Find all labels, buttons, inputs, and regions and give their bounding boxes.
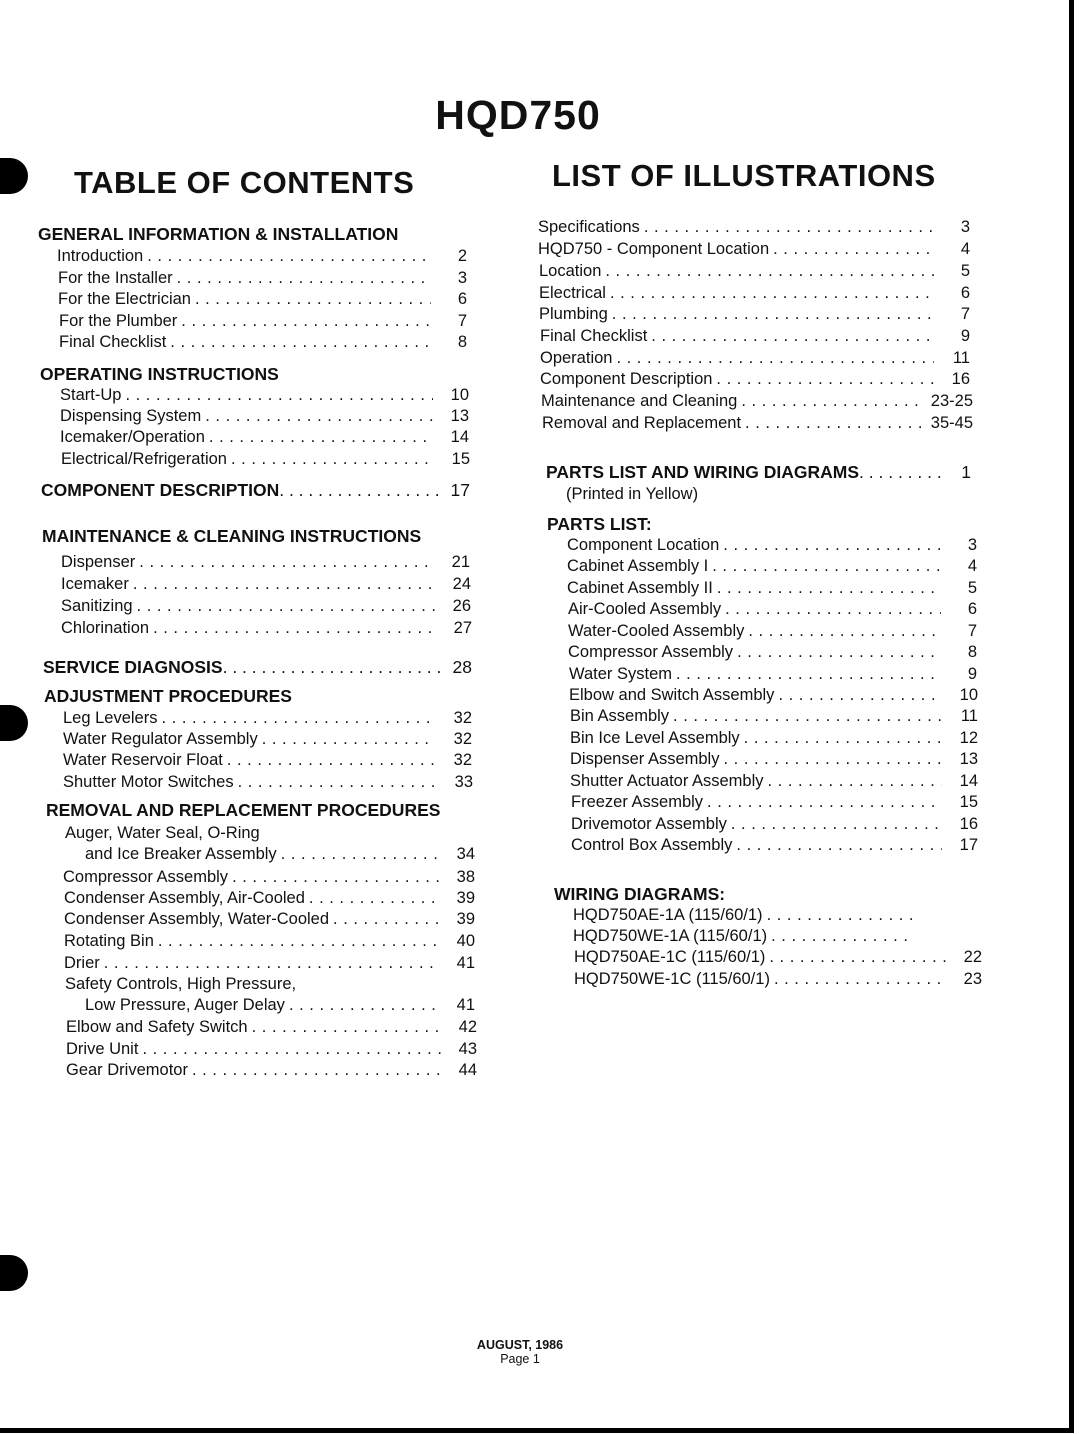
toc-entry[interactable] [63, 773, 473, 795]
toc-entry-label: For the Electrician [58, 290, 191, 308]
parts-list-entry[interactable] [570, 707, 978, 729]
parts-wiring-note: (Printed in Yellow) [566, 485, 699, 503]
leader-dots [741, 392, 924, 411]
leader-dots [142, 1040, 441, 1059]
leader-dots [644, 218, 934, 237]
leader-dots [859, 462, 943, 483]
illustration-entry-label: Final Checklist [540, 327, 648, 345]
toc-entry-label: Compressor Assembly [63, 868, 229, 886]
illustration-entry-page: 4 [960, 240, 970, 258]
wiring-heading: WIRING DIAGRAMS: [554, 884, 726, 904]
parts-list-entry[interactable] [568, 643, 977, 665]
toc-section-heading[interactable] [41, 480, 470, 501]
toc-entry-label: Final Checklist [59, 333, 167, 351]
parts-list-entry-page: 13 [959, 750, 978, 768]
toc-entry-page: 26 [452, 597, 471, 615]
document-title: HQD750 [435, 92, 601, 138]
toc-entry-page: 33 [454, 773, 473, 791]
leader-dots [717, 579, 941, 598]
toc-entry[interactable] [61, 553, 470, 575]
leader-dots [744, 729, 942, 748]
toc-entry-page: 32 [453, 751, 472, 769]
toc-entry-label: Auger, Water Seal, O-Ring [65, 824, 260, 842]
toc-entry[interactable] [63, 751, 472, 773]
illustration-entry-page: 11 [952, 349, 970, 367]
leader-dots [768, 772, 942, 791]
footer-page-number: Page 1 [500, 1352, 540, 1366]
illustration-entry-page: 23-25 [930, 392, 973, 410]
parts-list-entry-page: 3 [967, 536, 977, 554]
toc-entry[interactable] [58, 269, 467, 291]
parts-list-entry-page: 8 [967, 643, 977, 661]
toc-entry-label: Shutter Motor Switches [63, 773, 234, 791]
toc-section-heading: MAINTENANCE & CLEANING INSTRUCTIONS [42, 526, 422, 546]
illustration-entry-label: Electrical [539, 284, 606, 302]
wiring-entry[interactable] [573, 906, 950, 928]
toc-entry-page: 27 [453, 619, 472, 637]
toc-entry-page: 41 [456, 954, 475, 972]
leader-dots [736, 836, 942, 855]
parts-list-entry-label: Bin Assembly [570, 707, 670, 725]
toc-entry[interactable] [65, 975, 475, 997]
parts-list-entry[interactable] [570, 729, 978, 751]
leader-dots [252, 1018, 441, 1037]
toc-entry[interactable] [61, 619, 472, 641]
parts-list-entry-page: 15 [959, 793, 978, 811]
toc-entry-page: 44 [458, 1061, 477, 1079]
toc-entry-label: Leg Levelers [63, 709, 158, 727]
wiring-entry[interactable] [573, 927, 950, 949]
toc-entry-label: Icemaker [61, 575, 129, 593]
toc-entry-page: 14 [450, 428, 469, 446]
toc-entry-page: 13 [450, 407, 469, 425]
parts-list-entry[interactable] [571, 793, 978, 815]
parts-list-entry[interactable] [571, 836, 978, 858]
parts-list-entry-label: Compressor Assembly [568, 643, 734, 661]
parts-wiring-page: 1 [961, 462, 971, 482]
leader-dots [773, 240, 934, 259]
parts-list-entry-page: 16 [959, 815, 978, 833]
parts-list-entry-label: Shutter Actuator Assembly [570, 772, 764, 790]
wiring-entry-page: 23 [963, 970, 982, 988]
parts-list-entry[interactable] [568, 622, 977, 644]
toc-entry-page: 2 [457, 247, 467, 265]
toc-entry[interactable] [61, 597, 471, 619]
leader-dots [723, 536, 941, 555]
illustration-entry[interactable] [538, 240, 970, 262]
parts-list-entry-page: 6 [967, 600, 977, 618]
illustration-entry-label: HQD750 - Component Location [538, 240, 770, 258]
leader-dots [612, 305, 934, 324]
toc-entry[interactable] [66, 1040, 477, 1062]
toc-entry-label: Water Regulator Assembly [63, 730, 258, 748]
leader-dots [707, 793, 942, 812]
parts-list-heading: PARTS LIST: [547, 514, 652, 534]
illustration-entry-page: 3 [960, 218, 970, 236]
toc-entry[interactable] [60, 386, 469, 408]
illustration-entry-label: Operation [540, 349, 613, 367]
leader-dots [158, 932, 439, 951]
footer [440, 1338, 600, 1366]
toc-section-heading-label: COMPONENT DESCRIPTION [41, 480, 280, 500]
leader-dots [125, 386, 433, 405]
toc-entry-label: Chlorination [61, 619, 150, 637]
parts-list-entry[interactable] [568, 600, 977, 622]
toc-entry[interactable] [61, 450, 470, 472]
toc-entry-label: Sanitizing [61, 597, 133, 615]
toc-entry-page: 42 [458, 1018, 477, 1036]
illustration-entry[interactable] [539, 262, 970, 284]
toc-entry[interactable] [60, 428, 469, 450]
leader-dots [716, 370, 934, 389]
parts-list-entry-label: Water System [569, 665, 672, 683]
illustration-entry[interactable] [538, 218, 970, 240]
parts-list-entry[interactable] [570, 772, 978, 794]
toc-entry-label: Dispenser [61, 553, 136, 571]
toc-entry-label: Start-Up [60, 386, 122, 404]
leader-dots [610, 284, 934, 303]
leader-dots [769, 948, 946, 967]
leader-dots [673, 707, 942, 726]
illustration-entry-page: 9 [960, 327, 970, 345]
leader-dots [209, 428, 433, 447]
leader-dots [238, 773, 437, 792]
parts-list-entry-label: Water-Cooled Assembly [568, 622, 745, 640]
parts-list-entry[interactable] [569, 686, 978, 708]
leader-dots [231, 450, 434, 469]
toc-entry[interactable] [57, 247, 467, 269]
parts-list-entry-label: Air-Cooled Assembly [568, 600, 722, 618]
toc-section-heading: GENERAL INFORMATION & INSTALLATION [38, 224, 399, 244]
toc-entry-page: 40 [456, 932, 475, 950]
toc-entry-page: 43 [458, 1040, 477, 1058]
parts-list-entry-label: Drivemotor Assembly [571, 815, 727, 833]
parts-list-entry[interactable] [567, 536, 977, 558]
toc-entry-label: and Ice Breaker Assembly [85, 845, 277, 863]
toc-entry-page: 34 [456, 845, 475, 863]
leader-dots [651, 327, 934, 346]
toc-entry[interactable] [66, 1018, 477, 1040]
toc-entry-page: 17 [450, 480, 470, 500]
leader-dots [712, 557, 941, 576]
leader-dots [232, 868, 439, 887]
illustration-entry[interactable] [539, 284, 970, 306]
wiring-entry-page: 22 [963, 948, 982, 966]
parts-list-entry-label: Elbow and Switch Assembly [569, 686, 775, 704]
toc-entry-page: 6 [457, 290, 467, 308]
illustration-entry-label: Maintenance and Cleaning [541, 392, 738, 410]
toc-section-heading[interactable] [43, 657, 472, 678]
toc-entry-label: Rotating Bin [64, 932, 154, 950]
leader-dots [605, 262, 934, 281]
toc-entry-page: 10 [450, 386, 469, 404]
parts-list-entry[interactable] [567, 557, 977, 579]
toc-entry-page: 3 [457, 269, 467, 287]
parts-list-entry-page: 11 [960, 707, 978, 725]
leader-dots [133, 575, 435, 594]
parts-list-entry-label: Control Box Assembly [571, 836, 733, 854]
leader-dots [309, 889, 439, 908]
parts-wiring-heading-label: PARTS LIST AND WIRING DIAGRAMS [546, 462, 860, 482]
toc-entry[interactable] [65, 824, 475, 846]
leader-dots [279, 480, 442, 501]
leader-dots [281, 845, 439, 864]
leader-dots [748, 622, 941, 641]
parts-list-entry-page: 9 [967, 665, 977, 683]
leader-dots [774, 970, 946, 989]
wiring-entry-label: HQD750AE-1C (115/60/1) [574, 948, 766, 966]
toc-entry-label: Dispensing System [60, 407, 202, 425]
illustration-entry[interactable] [540, 349, 970, 371]
toc-entry-page: 21 [451, 553, 470, 571]
toc-entry-label: For the Plumber [59, 312, 178, 330]
parts-wiring-heading[interactable] [546, 462, 971, 483]
illustration-entry-page: 16 [951, 370, 970, 388]
wiring-entry[interactable] [574, 948, 982, 970]
parts-list-entry-label: Cabinet Assembly I [567, 557, 709, 575]
toc-section-heading: REMOVAL AND REPLACEMENT PROCEDURES [46, 800, 441, 820]
leader-dots [723, 750, 942, 769]
toc-entry[interactable] [63, 730, 472, 752]
parts-list-entry-page: 5 [967, 579, 977, 597]
toc-entry[interactable] [64, 910, 475, 932]
toc-entry[interactable] [85, 845, 475, 867]
toc-entry[interactable] [64, 889, 475, 911]
toc-entry[interactable] [59, 312, 467, 334]
leader-dots [153, 619, 436, 638]
leader-dots [177, 269, 431, 288]
parts-list-entry[interactable] [567, 579, 977, 601]
toc-title: TABLE OF CONTENTS [74, 165, 415, 200]
parts-list-entry-label: Component Location [567, 536, 720, 554]
toc-entry[interactable] [60, 407, 469, 429]
parts-list-entry-label: Cabinet Assembly II [567, 579, 713, 597]
toc-entry-label: Drier [64, 954, 100, 972]
toc-entry-page: 15 [451, 450, 470, 468]
toc-entry-page: 39 [456, 910, 475, 928]
illustration-entry[interactable] [542, 414, 973, 436]
toc-entry-label: Low Pressure, Auger Delay [85, 996, 285, 1014]
toc-entry-page: 38 [456, 868, 475, 886]
toc-entry-label: Electrical/Refrigeration [61, 450, 227, 468]
leader-dots [289, 996, 439, 1015]
toc-section-heading: OPERATING INSTRUCTIONS [40, 364, 279, 384]
toc-entry[interactable] [61, 575, 471, 597]
leader-dots [737, 643, 941, 662]
parts-list-entry[interactable] [571, 815, 978, 837]
parts-list-entry-page: 14 [959, 772, 978, 790]
illustration-entry-page: 5 [960, 262, 970, 280]
illustration-entry[interactable] [540, 327, 970, 349]
footer-date: AUGUST, 1986 [476, 1338, 564, 1352]
leader-dots [137, 597, 435, 616]
illustration-entry-page: 7 [960, 305, 970, 323]
leader-dots [767, 906, 914, 925]
toc-entry-label: Safety Controls, High Pressure, [65, 975, 297, 993]
toc-entry[interactable] [63, 709, 472, 731]
illustration-entry-label: Component Description [540, 370, 713, 388]
leader-dots [139, 553, 434, 572]
illustration-entry[interactable] [539, 305, 970, 327]
toc-section-heading: ADJUSTMENT PROCEDURES [44, 686, 292, 706]
toc-entry[interactable] [85, 996, 475, 1018]
leader-dots [181, 312, 431, 331]
parts-list-entry-label: Freezer Assembly [571, 793, 704, 811]
illustration-entry-page: 35-45 [930, 414, 973, 432]
leader-dots [745, 414, 925, 433]
parts-list-entry[interactable] [569, 665, 977, 687]
toc-entry-label: Gear Drivemotor [66, 1061, 188, 1079]
toc-entry[interactable] [64, 954, 475, 976]
leader-dots [725, 600, 941, 619]
toc-entry-label: Icemaker/Operation [60, 428, 205, 446]
leader-dots [676, 665, 941, 684]
leader-dots [104, 954, 439, 973]
illustration-entry-label: Plumbing [539, 305, 608, 323]
illustrations-title: LIST OF ILLUSTRATIONS [552, 158, 936, 193]
parts-list-entry[interactable] [570, 750, 978, 772]
toc-entry-page: 32 [453, 709, 472, 727]
leader-dots [731, 815, 942, 834]
leader-dots [616, 349, 934, 368]
wiring-entry-label: HQD750WE-1C (115/60/1) [574, 970, 770, 988]
toc-entry-label: Introduction [57, 247, 144, 265]
illustration-entry-label: Location [539, 262, 602, 280]
parts-list-entry-label: Dispenser Assembly [570, 750, 720, 768]
leader-dots [227, 751, 436, 770]
toc-entry-label: Water Reservoir Float [63, 751, 223, 769]
toc-entry-label: Condenser Assembly, Water-Cooled [64, 910, 330, 928]
toc-entry-label: Condenser Assembly, Air-Cooled [64, 889, 305, 907]
toc-entry-page: 39 [456, 889, 475, 907]
leader-dots [333, 910, 439, 929]
leader-dots [170, 333, 431, 352]
leader-dots [147, 247, 431, 266]
leader-dots [223, 657, 444, 678]
parts-list-entry-page: 17 [959, 836, 978, 854]
toc-entry[interactable] [63, 868, 475, 890]
parts-list-entry-label: Bin Ice Level Assembly [570, 729, 740, 747]
toc-entry-page: 28 [452, 657, 472, 677]
toc-entry-page: 32 [453, 730, 472, 748]
toc-entry[interactable] [58, 290, 467, 312]
wiring-entry-label: HQD750AE-1A (115/60/1) [573, 906, 763, 924]
toc-entry-page: 7 [457, 312, 467, 330]
illustration-entry-label: Removal and Replacement [542, 414, 742, 432]
toc-entry[interactable] [66, 1061, 477, 1083]
toc-entry-page: 41 [456, 996, 475, 1014]
parts-list-entry-page: 7 [967, 622, 977, 640]
parts-list-entry-page: 10 [959, 686, 978, 704]
illustration-entry[interactable] [541, 392, 973, 414]
illustration-entry[interactable] [540, 370, 970, 392]
toc-section-heading-label: SERVICE DIAGNOSIS [43, 657, 223, 677]
toc-entry-label: For the Installer [58, 269, 173, 287]
parts-list-entry-page: 4 [967, 557, 977, 575]
toc-entry-page: 8 [457, 333, 467, 351]
leader-dots [778, 686, 942, 705]
illustration-entry-page: 6 [960, 284, 970, 302]
leader-dots [195, 290, 431, 309]
leader-dots [161, 709, 436, 728]
toc-entry-label: Drive Unit [66, 1040, 139, 1058]
wiring-entry-label: HQD750WE-1A (115/60/1) [573, 927, 768, 945]
leader-dots [771, 927, 914, 946]
illustration-entry-label: Specifications [538, 218, 640, 236]
toc-entry-page: 24 [452, 575, 471, 593]
parts-list-entry-page: 12 [959, 729, 978, 747]
toc-entry[interactable] [64, 932, 475, 954]
toc-entry[interactable] [59, 333, 467, 355]
wiring-entry[interactable] [574, 970, 982, 992]
leader-dots [192, 1061, 441, 1080]
leader-dots [262, 730, 436, 749]
toc-entry-label: Elbow and Safety Switch [66, 1018, 248, 1036]
leader-dots [205, 407, 433, 426]
